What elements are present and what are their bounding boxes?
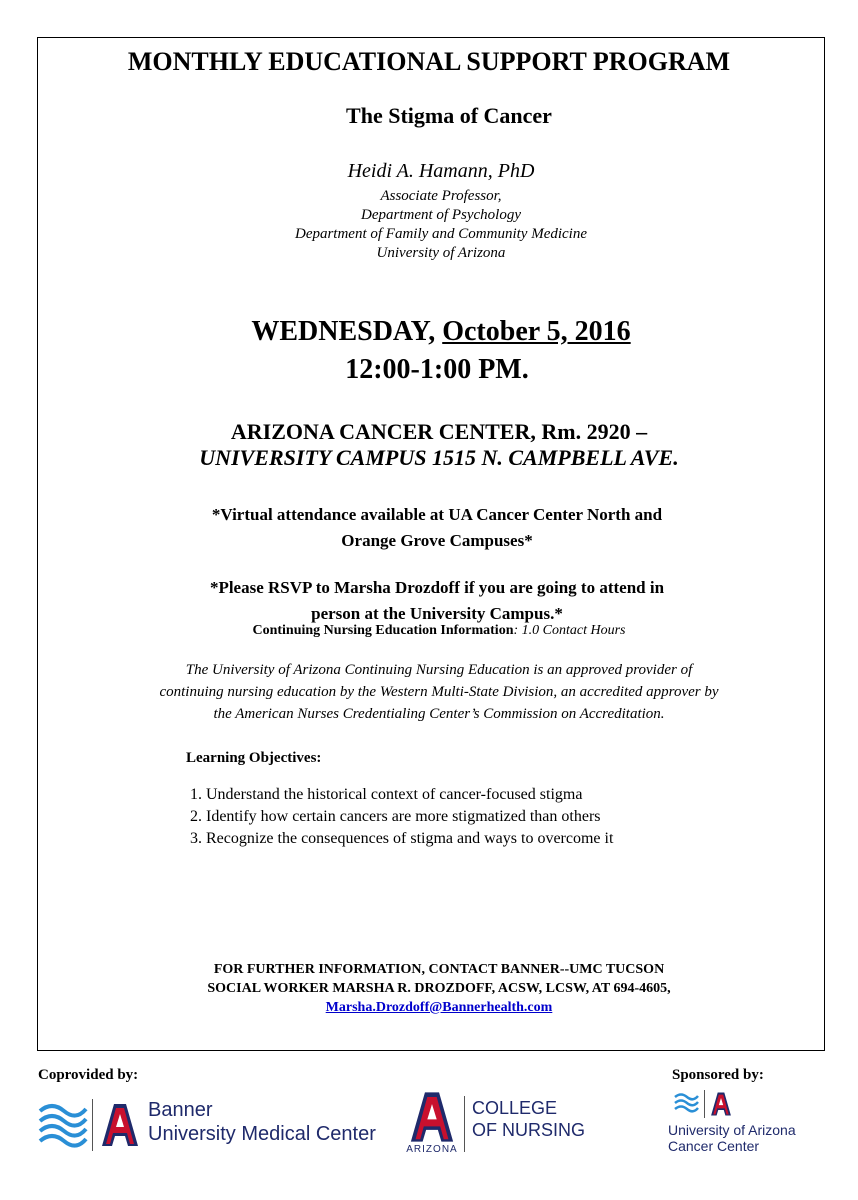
arizona-a-icon (404, 1090, 460, 1144)
cne-value: : 1.0 Contact Hours (513, 623, 626, 638)
cne-statement-line: continuing nursing education by the Western Multi-State Division, an accredited approver by (159, 684, 719, 700)
logo-divider (704, 1090, 705, 1118)
uacc-text-line2: Cancer Center (668, 1138, 760, 1154)
banner-umc-logo (36, 1095, 396, 1155)
event-day: WEDNESDAY, (251, 316, 436, 347)
affiliation-line: University of Arizona (376, 245, 506, 261)
nursing-text-line2: OF NURSING (472, 1120, 586, 1140)
cne-statement-line: The University of Arizona Continuing Nursing Education is an approved provider of (185, 662, 693, 678)
logo-divider (92, 1099, 93, 1151)
cne-statement (10, 659, 858, 725)
ua-cancer-center-logo (664, 1090, 834, 1162)
rsvp-line: person at the University Campus.* (311, 604, 563, 623)
cne-statement-line: the American Nurses Credentialing Center’s Commission on Accreditation. (213, 706, 665, 722)
nursing-text-line1: COLLEGE (472, 1098, 558, 1118)
contact-line: SOCIAL WORKER MARSHA R. DROZDOFF, ACSW, LCSW, AT 694-4605, (207, 981, 671, 996)
banner-wave-icon (670, 1090, 702, 1118)
contact-line: FOR FURTHER INFORMATION, CONTACT BANNER--UMC TUCSON (213, 962, 665, 977)
affiliation-line: Department of Psychology (361, 207, 521, 223)
affiliation-line: Department of Family and Community Medicine (294, 226, 588, 242)
affiliation-line: Associate Professor, (380, 188, 502, 204)
virtual-attendance-note (8, 502, 858, 554)
event-time: 12:00-1:00 PM. (345, 354, 529, 385)
arizona-a-icon (710, 1091, 732, 1117)
sponsored-label: Sponsored by: (672, 1067, 764, 1083)
cne-label: Continuing Nursing Education Information (252, 623, 514, 638)
objective-item: 2. Identify how certain cancers are more stigmatized than others (190, 808, 601, 825)
arizona-label: ARIZONA (406, 1144, 458, 1155)
objective-item: 3. Recognize the consequences of stigma and ways to overcome it (190, 830, 614, 847)
location-line-1: ARIZONA CANCER CENTER, Rm. 2920 – (230, 419, 648, 444)
rsvp-line: *Please RSVP to Marsha Drozdoff if you are going to attend in (209, 578, 665, 597)
banner-text-line1: Banner (148, 1099, 213, 1121)
uacc-text-line1: University of Arizona (668, 1122, 796, 1138)
virtual-line: *Virtual attendance available at UA Cancer Center North and (211, 505, 663, 524)
banner-wave-icon (36, 1097, 88, 1153)
speaker-affiliation (12, 187, 858, 263)
objectives-list (190, 784, 613, 850)
college-of-nursing-logo (400, 1090, 600, 1160)
objective-item: 1. Understand the historical context of cancer-focused stigma (190, 786, 583, 803)
logo-divider (464, 1096, 465, 1152)
contact-info (10, 960, 858, 1017)
banner-text-line2: University Medical Center (148, 1123, 376, 1145)
cne-info (10, 622, 858, 640)
rsvp-note (8, 575, 858, 627)
event-date-value: October 5, 2016 (442, 316, 631, 347)
speaker-name: Heidi A. Hamann, PhD (347, 160, 535, 182)
talk-title: The Stigma of Cancer (346, 103, 552, 128)
objectives-heading: Learning Objectives: (186, 750, 322, 766)
location-line-2: UNIVERSITY CAMPUS 1515 N. CAMPBELL AVE. (199, 445, 679, 470)
event-date (12, 315, 858, 349)
coprovided-label: Coprovided by: (38, 1067, 139, 1083)
arizona-a-icon (100, 1102, 140, 1148)
program-title: MONTHLY EDUCATIONAL SUPPORT PROGRAM (127, 47, 731, 76)
contact-email-link[interactable]: Marsha.Drozdoff@Bannerhealth.com (325, 1000, 553, 1015)
virtual-line: Orange Grove Campuses* (341, 531, 533, 550)
